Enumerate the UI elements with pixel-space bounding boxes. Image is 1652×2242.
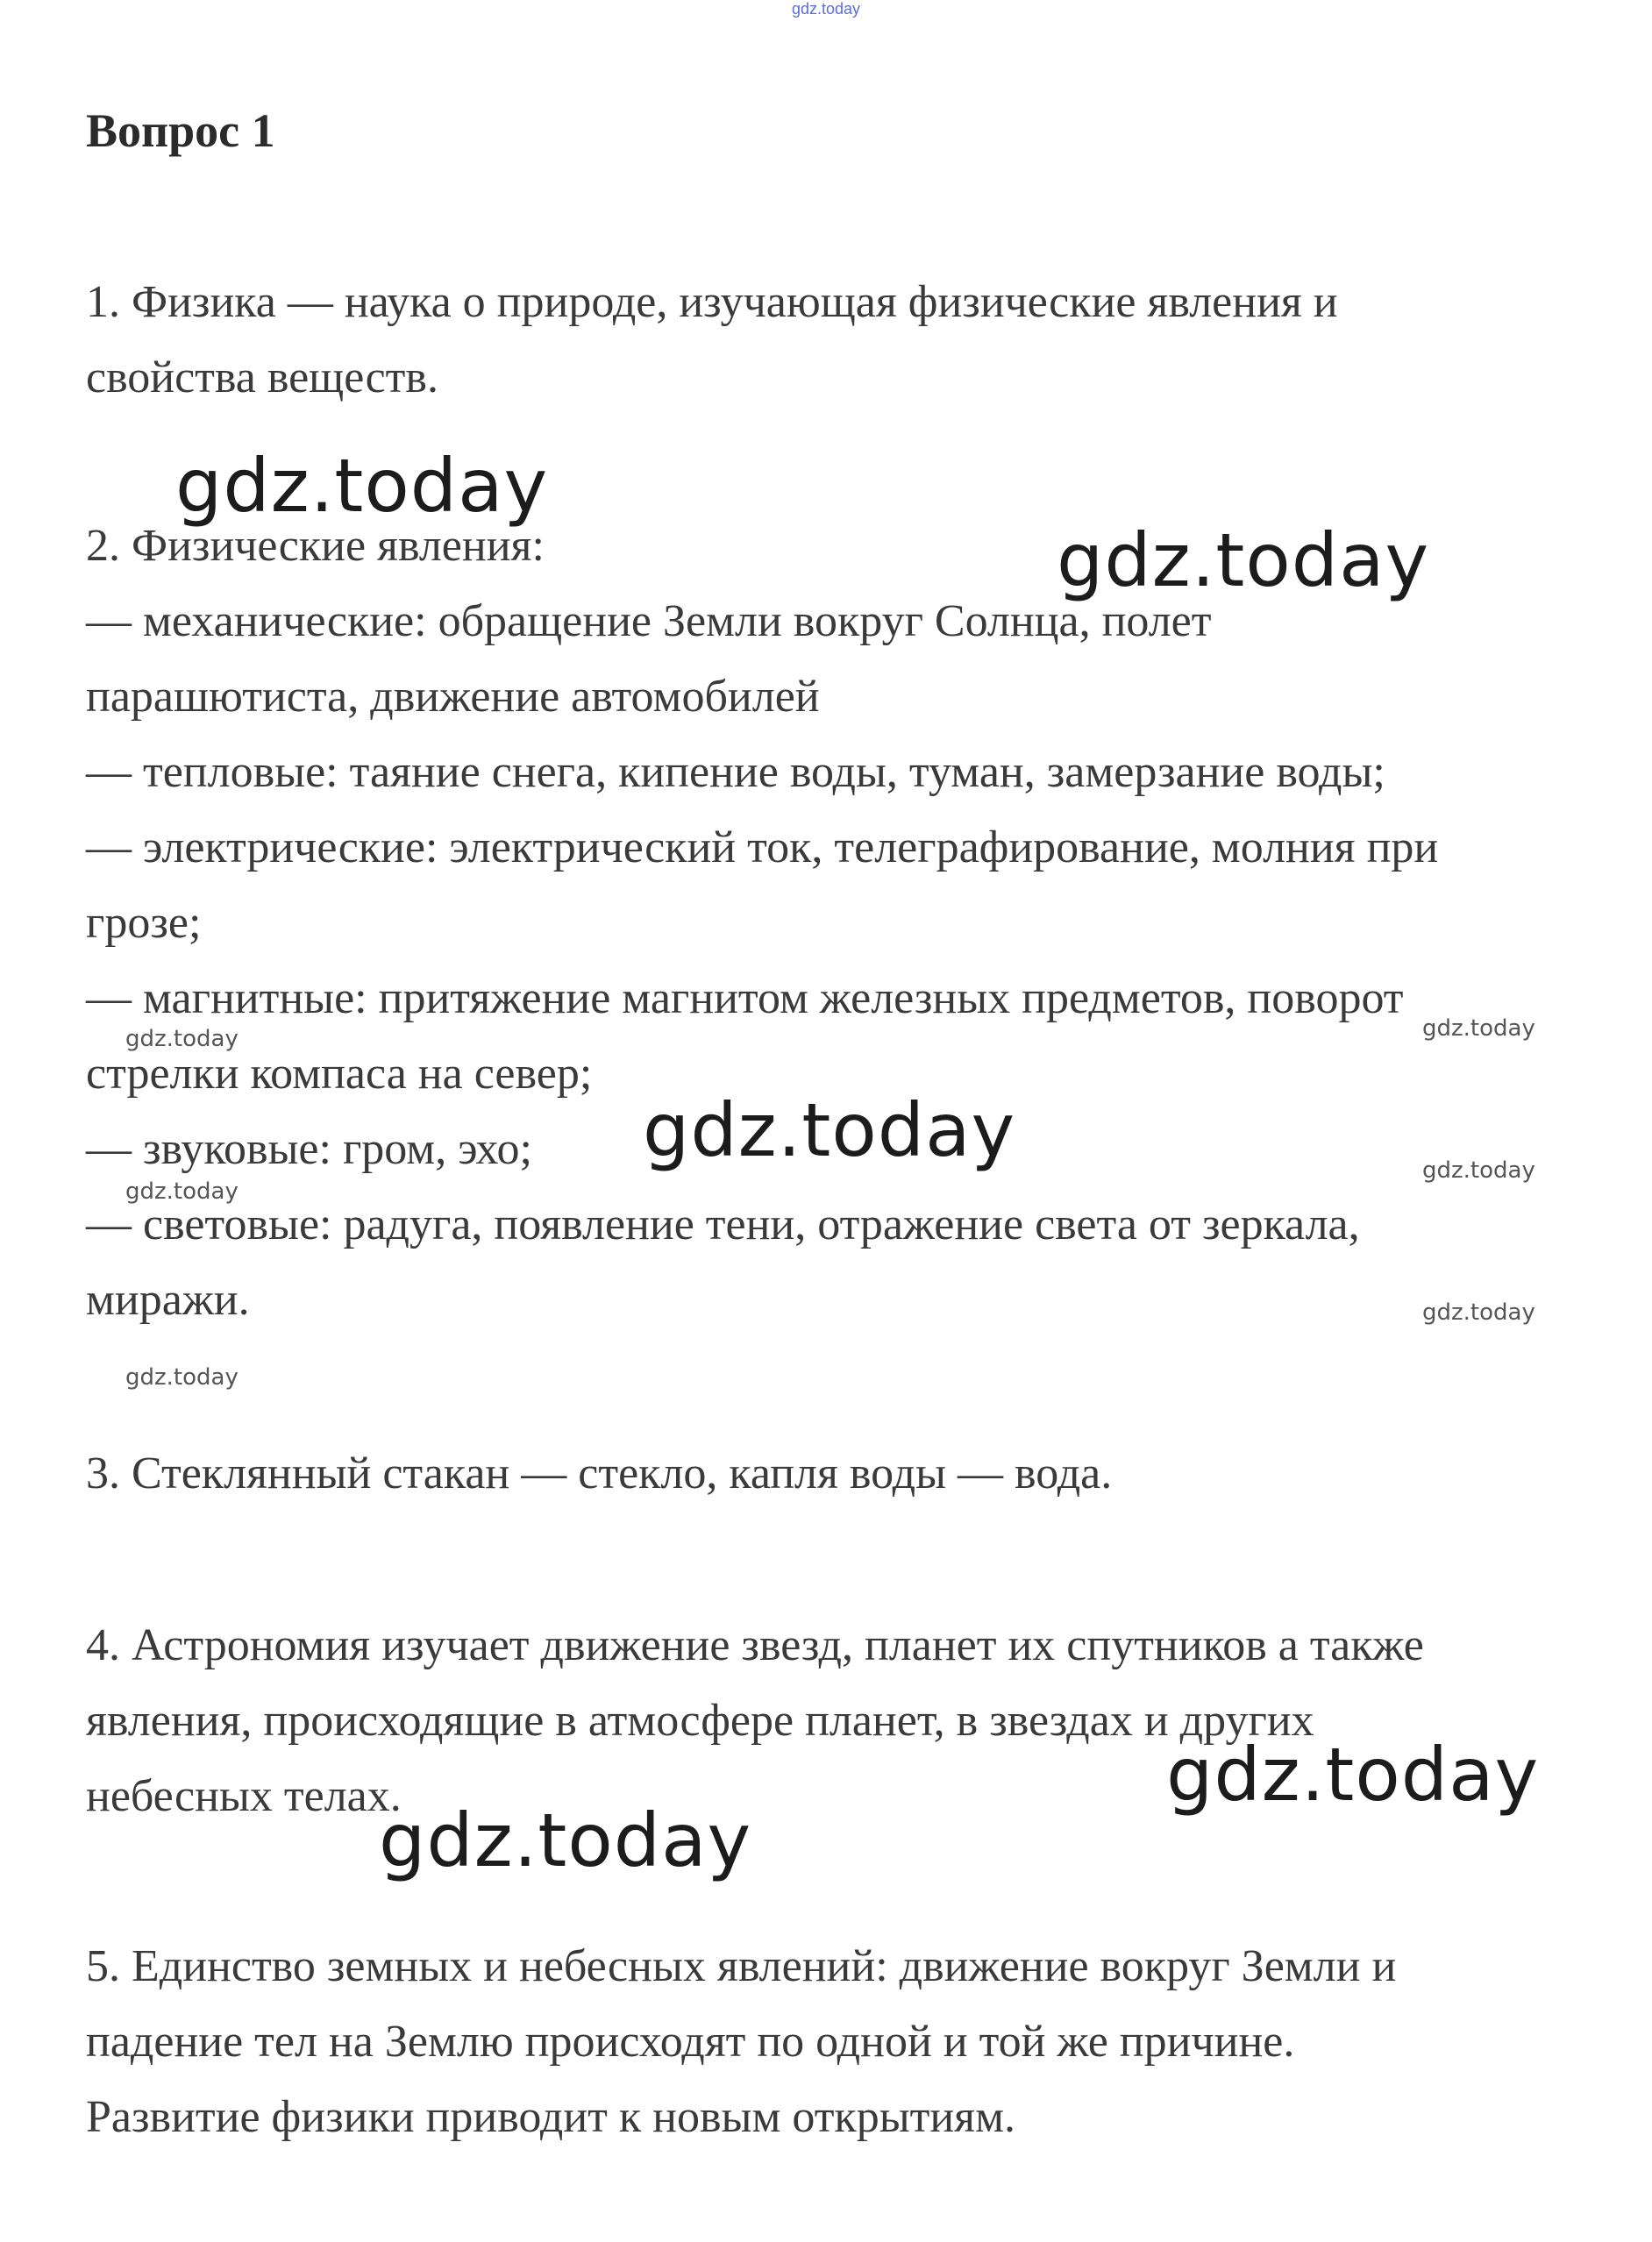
text-line: — электрические: электрический ток, телеграфирование, молния при	[86, 822, 1439, 872]
text-line: 5. Единство земных и небесных явлений: движение вокруг Земли и	[86, 1941, 1397, 1991]
watermark: gdz.today	[643, 1087, 1016, 1173]
watermark: gdz.today	[1422, 1157, 1535, 1184]
text-line: — магнитные: притяжение магнитом железных предметов, поворот	[86, 973, 1404, 1023]
watermark: gdz.today	[125, 1364, 239, 1391]
watermark: gdz.today	[379, 1797, 752, 1883]
text-line: явления, происходящие в атмосфере планет, в звездах и других	[86, 1696, 1314, 1746]
text-line: — тепловые: таяние снега, кипение воды, туман, замерзание воды;	[86, 747, 1385, 797]
text-line: — звуковые: гром, эхо;	[86, 1124, 532, 1174]
text-line: грозе;	[86, 898, 202, 948]
answer-item-2	[86, 509, 1594, 1338]
answer-item-1	[86, 265, 1594, 416]
watermark: gdz.today	[175, 443, 549, 529]
text-line: падение тел на Землю происходят по одной и той же причине.	[86, 2017, 1295, 2067]
watermark: gdz.today	[1166, 1732, 1540, 1818]
text-line: парашютиста, движение автомобилей	[86, 672, 820, 722]
text-line: 4. Астрономия изучает движение звезд, планет их спутников а также	[86, 1620, 1424, 1670]
text-line: — механические: обращение Земли вокруг Солнца, полет	[86, 596, 1212, 646]
text-line: 2. Физические явления:	[86, 521, 545, 571]
watermark: gdz.today	[1422, 1299, 1535, 1326]
watermark: gdz.today	[1422, 1015, 1535, 1042]
text-line: 1. Физика — наука о природе, изучающая физические явления и	[86, 277, 1338, 327]
text-line: стрелки компаса на север;	[86, 1049, 593, 1099]
answer-item-5	[86, 1929, 1594, 2155]
text-line: 3. Стеклянный стакан — стекло, капля воды — вода.	[86, 1448, 1113, 1498]
watermark: gdz.today	[1057, 517, 1430, 603]
watermark: gdz.today	[125, 1178, 239, 1205]
answer-item-3	[86, 1436, 1594, 1512]
page-title: Вопрос 1	[86, 104, 275, 157]
text-line: Развитие физики приводит к новым открытиям.	[86, 2092, 1016, 2142]
watermark: gdz.today	[125, 1026, 239, 1052]
text-line: небесных телах.	[86, 1771, 402, 1821]
top-watermark: gdz.today	[791, 0, 861, 18]
text-line: — световые: радуга, появление тени, отражение света от зеркала,	[86, 1199, 1360, 1249]
text-line: миражи.	[86, 1275, 250, 1325]
text-line: свойства веществ.	[86, 352, 438, 402]
